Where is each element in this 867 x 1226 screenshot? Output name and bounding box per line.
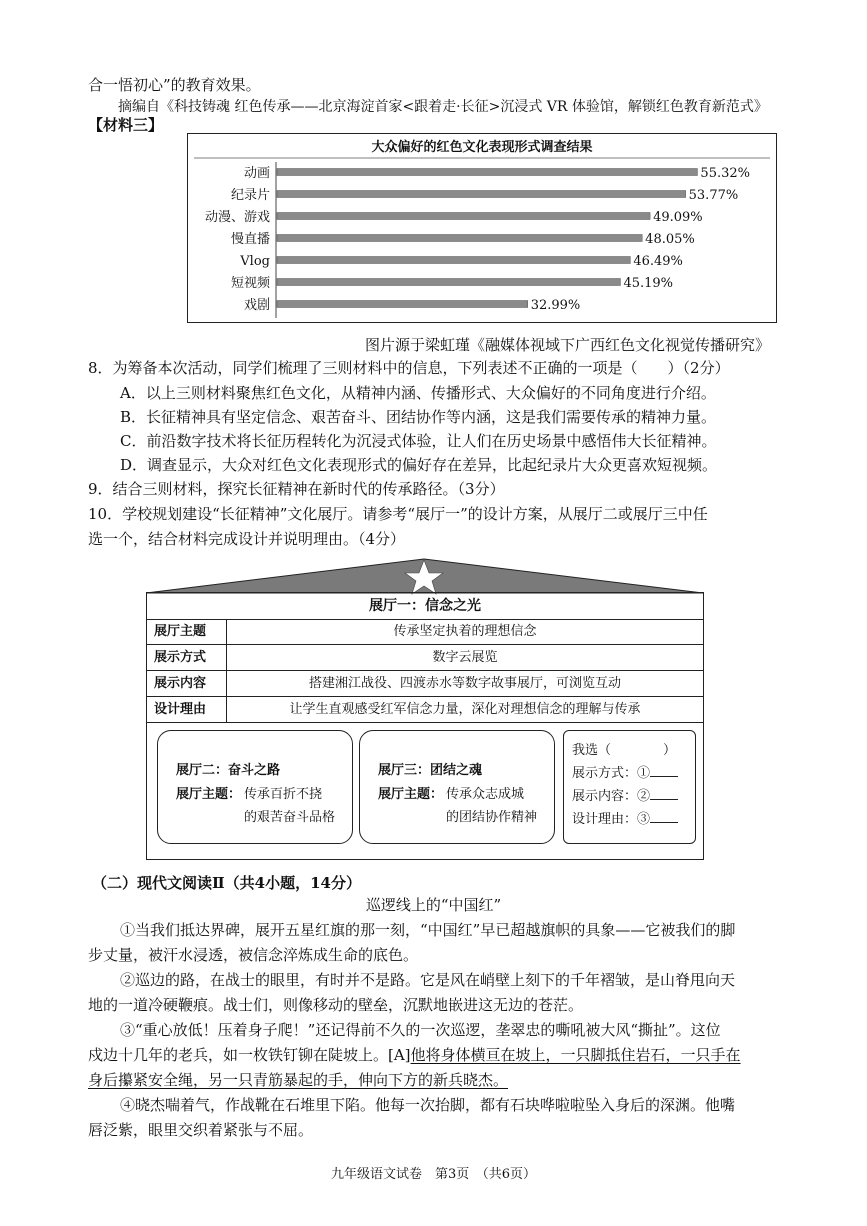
article-paragraph: 戍边十几年的老兵，如一枚铁钉铆在陡坡上。[A]他将身体横亘在坡上，一只脚抵住岩石，一只手在 — [88, 1046, 741, 1064]
q8-option-a: A．以上三则材料聚焦红色文化，从精神内涵、传播形式、大众偏好的不同角度进行介绍。 — [120, 384, 716, 402]
bar — [277, 191, 686, 198]
article-paragraph: ②巡边的路，在战士的眼里，有时并不是路。它是风在峭壁上刻下的千年褶皱，是山脊甩向天 — [120, 971, 736, 989]
hall-two-theme-1: 传承百折不挠 — [244, 787, 323, 802]
data-label: 48.05% — [645, 232, 695, 247]
data-label: 46.49% — [633, 254, 683, 269]
hall-three-theme-label: 展厅主题： — [378, 787, 444, 802]
intro-end-line: 合一悟初心”的教育效果。 — [88, 76, 261, 94]
exhibition-hall-design — [142, 557, 707, 861]
hall-table — [146, 592, 704, 860]
answer-reason[interactable]: 设计理由：③ — [572, 808, 678, 827]
q8-option-b: B．长征精神具有坚定信念、艰苦奋斗、团结协作等内涵，这是我们需要传承的精神力量。 — [120, 408, 717, 426]
q8-option-c: C．前沿数字技术将长征历程转化为沉浸式体验，让人们在历史场景中感悟伟大长征精神。 — [120, 432, 717, 450]
bar — [277, 279, 620, 286]
hall-three-theme-2: 的团结协作精神 — [446, 810, 538, 825]
page-footer: 九年级语文试卷 第3页 （共6页） — [330, 1167, 537, 1182]
article-paragraph: ④晓杰喘着气，作战靴在石堆里下陷。他每一次抬脚，都有石块哗啦啦坠入身后的深渊。他嘴 — [120, 1096, 736, 1114]
hall-three-card — [359, 730, 555, 844]
hall-row-content — [147, 671, 703, 697]
source-line: 摘编自《科技铸魂 红色传承——北京海淀首家<跟着走·长征>沉浸式 VR 体验馆，解锁红色教育新范式》 — [118, 99, 768, 115]
preference-bar-chart — [187, 133, 777, 323]
data-label: 53.77% — [688, 188, 739, 203]
hall-two-card — [157, 730, 353, 844]
answer-content[interactable]: 展示内容：② — [572, 785, 678, 804]
category-label: 纪录片 — [230, 188, 270, 203]
hall-two-title: 展厅二：奋斗之路 — [176, 763, 281, 778]
chart-title: 大众偏好的红色文化表现形式调查结果 — [371, 140, 593, 155]
q10-stem-1: 10．学校规划建设“长征精神”文化展厅。请参考“展厅一”的设计方案，从展厅二或展厅三中任 — [88, 505, 708, 523]
section-heading: （二）现代文阅读Ⅱ（共4小题，14分） — [92, 874, 361, 892]
hall-two-theme-2: 的艰苦奋斗品格 — [244, 810, 336, 825]
hall-roof — [142, 557, 707, 595]
category-label: 动画 — [243, 166, 270, 181]
hall-row-value: 让学生直观感受红军信念力量，深化对理想信念的理解与传承 — [289, 702, 641, 717]
category-label: 动漫、游戏 — [204, 210, 270, 225]
data-label: 49.09% — [653, 210, 703, 225]
hall-row-value: 搭建湘江战役、四渡赤水等数字故事展厅，可浏览互动 — [308, 676, 621, 691]
hall-row-reason — [147, 697, 703, 723]
hall-three-theme-1: 传承众志成城 — [446, 787, 525, 802]
article-paragraph: 唇泛紫，眼里交织着紧张与不屈。 — [88, 1121, 314, 1139]
underlined-sentence: 身后攥紧安全绳，另一只青筋暴起的手，伸向下方的新兵晓杰。 — [88, 1071, 509, 1089]
data-label: 55.32% — [700, 166, 751, 181]
bar — [277, 169, 697, 176]
bar — [277, 213, 650, 220]
category-label: Vlog — [240, 254, 270, 269]
q8-option-d: D．调查显示，大众对红色文化表现形式的偏好存在差异，比起纪录片大众更喜欢短视频。 — [120, 456, 718, 474]
hall-two-theme-label: 展厅主题： — [176, 787, 242, 802]
bar — [277, 257, 630, 264]
category-label: 戏剧 — [243, 298, 270, 313]
bar — [277, 301, 528, 308]
chart-source: 图片源于梁虹瑾《融媒体视域下广西红色文化视觉传播研究》 — [365, 336, 771, 354]
chart-svg — [188, 134, 776, 322]
article-paragraph: 地的一道冷硬鞭痕。战士们，则像移动的壁垒，沉默地嵌进这无边的苍茫。 — [88, 996, 584, 1014]
article-paragraph: ③“重心放低！压着身子爬！”还记得前不久的一次巡逻，垄翠忠的嘶吼被大风“撕扯”。这位 — [120, 1021, 721, 1039]
hall-row-key: 展示内容 — [147, 671, 227, 696]
hall-three-title: 展厅三：团结之魂 — [378, 763, 483, 778]
hall-row-theme — [147, 619, 703, 645]
bar — [277, 235, 642, 242]
hall-one-title: 展厅一：信念之光 — [147, 593, 703, 620]
category-label: 慢直播 — [230, 232, 270, 247]
article-paragraph: ①当我们抵达界碑，展开五星红旗的那一刻，“中国红”早已超越旗帜的具象——它被我们的脚 — [120, 921, 736, 939]
material-three-label: 【材料三】 — [88, 116, 164, 134]
data-label: 45.19% — [623, 276, 674, 291]
hall-row-key: 展示方式 — [147, 645, 227, 670]
article-paragraph: 步丈量，被汗水浸透，被信念淬炼成生命的底色。 — [88, 946, 419, 964]
hall-row-key: 展厅主题 — [147, 619, 227, 644]
answer-card — [563, 730, 696, 844]
q9-stem: 9．结合三则材料，探究长征精神在新时代的传承路径。（3分） — [88, 480, 505, 498]
hall-row-mode — [147, 645, 703, 671]
hall-row-value: 传承坚定执着的理想信念 — [393, 624, 537, 639]
underlined-sentence: 他将身体横亘在坡上，一只脚抵住岩石，一只手在 — [410, 1046, 741, 1064]
hall-row-key: 设计理由 — [147, 697, 227, 722]
hall-row-value: 数字云展览 — [432, 650, 498, 665]
answer-choose[interactable]: 我选（ ） — [572, 743, 677, 758]
q8-stem: 8．为筹备本次活动，同学们梳理了三则材料中的信息，下列表述不正确的一项是（ ）（2分） — [88, 359, 730, 377]
data-label: 32.99% — [530, 298, 581, 313]
answer-mode[interactable]: 展示方式：① — [572, 762, 678, 781]
category-label: 短视频 — [230, 276, 270, 291]
article-title: 巡逻线上的“中国红” — [365, 896, 502, 914]
q10-stem-2: 选一个，结合材料完成设计并说明理由。（4分） — [88, 530, 406, 548]
